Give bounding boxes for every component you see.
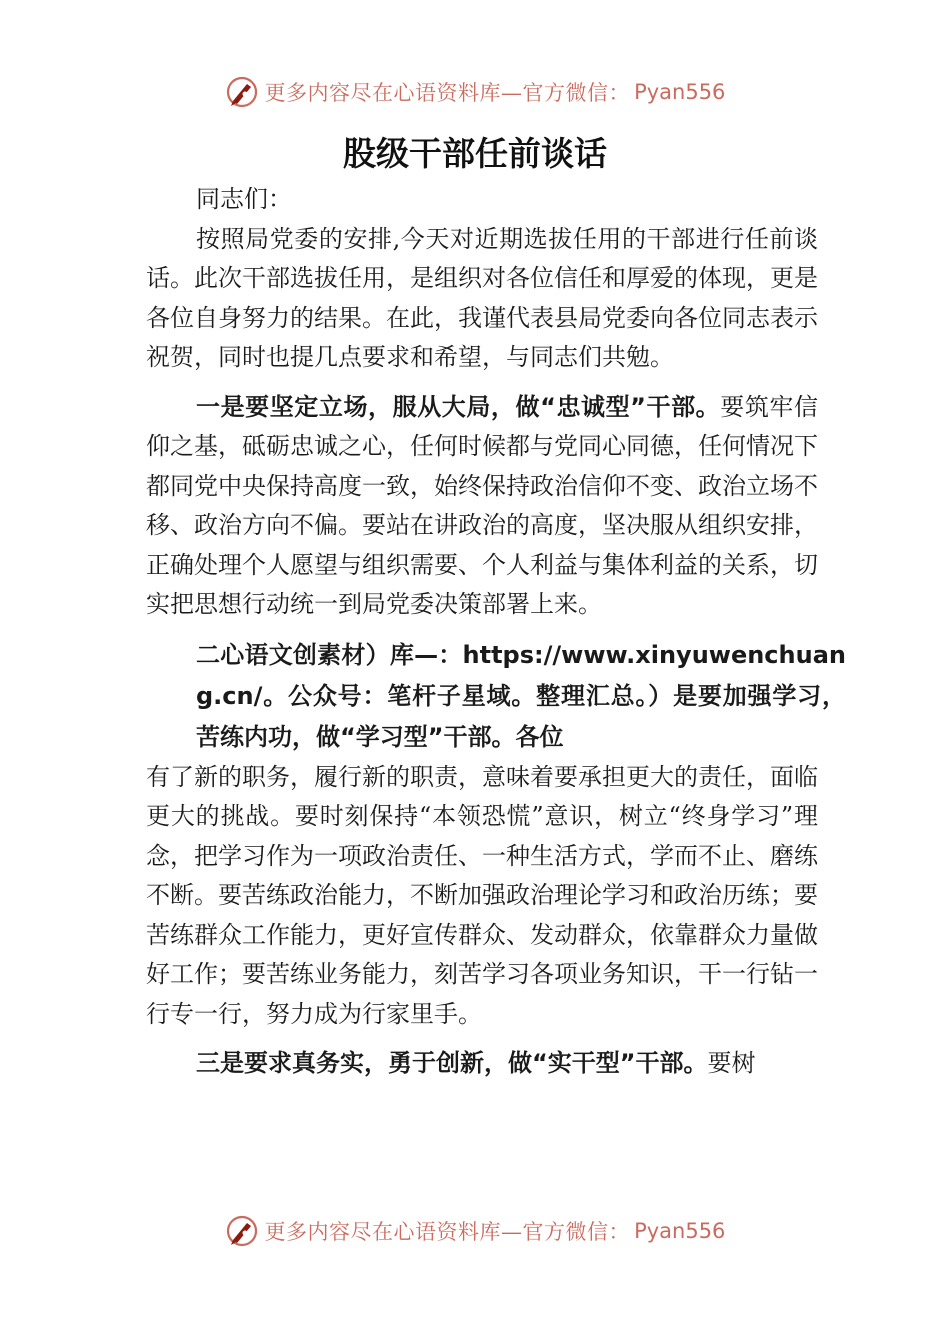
document-body: [146, 180, 846, 1084]
point-three-body: 要树: [707, 1049, 756, 1077]
intro-paragraph: 按照局党委的安排,今天对近期选拔任用的干部进行任前谈话。此次干部选拔任用，是组织对各位信任和厚爱的体现，更是各位自身努力的结果。在此，我谨代表县局党委向各位同志表示祝贺，同时也提几点要求和希望，与同志们共勉。: [146, 224, 818, 371]
banner-handle: Pyan556: [634, 80, 726, 104]
banner-handle: Pyan556: [634, 1219, 726, 1243]
pen-logo-icon: [225, 75, 259, 109]
point-one-heading: 一是要坚定立场，服从大局，做“忠诚型”干部。: [196, 392, 721, 421]
point-two-heading: 二心语文创素材）库—：https://www.xinyuwenchuang.cn/。公众号：笔杆子星域。整理汇总。）是要加强学习，苦练内功，做“学习型”干部。各位: [196, 640, 846, 751]
page-title: 股级干部任前谈话: [343, 134, 607, 173]
banner-text: 更多内容尽在心语资料库—官方微信：: [264, 81, 631, 105]
pen-logo-icon: [225, 1214, 259, 1248]
point-one-body: 要筑牢信仰之基，砥砺忠诚之心，任何时候都与党同心同德，任何情况下都同党中央保持高度一致，始终保持政治信仰不变、政治立场不移、政治方向不偏。要站在讲政治的高度，坚决服从组织安排，正确处理个人愿望与组织需要、个人利益与集体利益的关系，切实把思想行动统一到局党委决策部署上来。: [146, 392, 818, 618]
point-one-paragraph: [146, 388, 818, 625]
point-three-paragraph: [146, 1044, 818, 1084]
point-two-body: 有了新的职务，履行新的职责，意味着要承担更大的责任，面临更大的挑战。要时刻保持“本领恐慌”意识，树立“终身学习”理念，把学习作为一项政治责任、一种生活方式，学而不止、磨练不断。要苦练政治能力，不断加强政治理论学习和政治历练；要苦练群众工作能力，更好宣传群众、发动群众，依靠群众力量做好工作；要苦练业务能力，刻苦学习各项业务知识，干一行钻一行专一行，努力成为行家里手。: [146, 762, 818, 1028]
header-banner: [0, 72, 950, 112]
footer-banner: [0, 1211, 950, 1251]
point-three-heading: 三是要求真务实，勇于创新，做“实干型”干部。: [196, 1049, 708, 1077]
salutation: 同志们：: [196, 185, 292, 213]
banner-text: 更多内容尽在心语资料库—官方微信：: [264, 1220, 631, 1244]
